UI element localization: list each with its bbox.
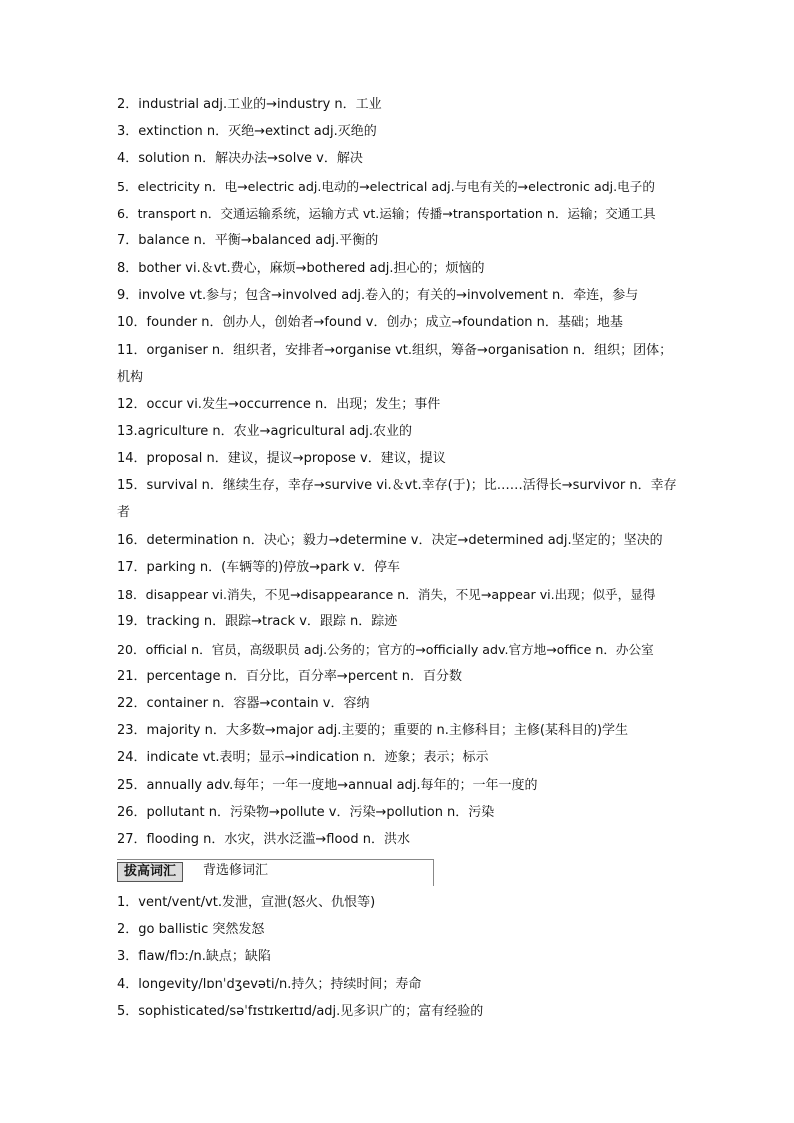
list-item: 22．container n．容器→contain v．容纳	[117, 696, 370, 711]
list-item: 1．vent/vent/vt.发泄，宣泄(怒火、仇恨等)	[117, 895, 376, 910]
list-item: 11．organiser n．组织者，安排者→organise vt.组织，筹备→organisation n．组织；团体；机构	[117, 343, 673, 385]
list-item: 4．solution n．解决办法→solve v．解决	[117, 151, 363, 166]
list-item: 25．annually adv.每年；一年一度地→annual adj.每年的；一年一度的	[117, 778, 538, 793]
section-label: 拔高词汇	[117, 862, 183, 882]
list-item: 18．disappear vi.消失，不见→disappearance n．消失，不见→appear vi.出现；似乎，显得	[117, 587, 656, 602]
list-item: 16．determination n．决心；毅力→determine v．决定→determined adj.坚定的；坚决的	[117, 533, 663, 548]
section-header	[117, 859, 434, 886]
list-item: 17．parking n．(车辆等的)停放→park v．停车	[117, 560, 401, 575]
list-item: 5．electricity n．电→electric adj.电动的→electrical adj.与电有关的→electronic adj.电子的	[117, 179, 655, 194]
section-subtitle: 背选修词汇	[203, 863, 269, 878]
list-item: 26．pollutant n．污染物→pollute v．污染→pollution n．污染	[117, 805, 495, 820]
list-item: 12．occur vi.发生→occurrence n．出现；发生；事件	[117, 397, 441, 412]
list-item: 5．sophisticated/səˈfɪstɪkeɪtɪd/adj.见多识广的；富有经验的	[117, 1004, 484, 1019]
list-item: 19．tracking n．跟踪→track v．跟踪 n．踪迹	[117, 614, 398, 629]
list-item: 2．industrial adj.工业的→industry n．工业	[117, 97, 382, 112]
list-item: 20．official n．官员，高级职员 adj.公务的；官方的→officially adv.官方地→office n．办公室	[117, 642, 654, 657]
list-item: 2．go ballistic 突然发怒	[117, 922, 265, 937]
list-item: 24．indicate vt.表明；显示→indication n．迹象；表示；标示	[117, 750, 489, 765]
list-item: 14．proposal n．建议，提议→propose v．建议，提议	[117, 451, 446, 466]
list-item: 7．balance n．平衡→balanced adj.平衡的	[117, 233, 379, 248]
list-item: 15．survival n．继续生存，幸存→survive vi.＆vt.幸存(于)；比……活得长→survivor n．幸存者	[117, 478, 677, 520]
list-item: 4．longevity/lɒnˈdʒevəti/n.持久；持续时间；寿命	[117, 977, 422, 992]
list-item: 9．involve vt.参与；包含→involved adj.卷入的；有关的→involvement n．牵连，参与	[117, 288, 639, 303]
list-item: 23．majority n．大多数→major adj.主要的；重要的 n.主修科目；主修(某科目的)学生	[117, 723, 629, 738]
list-item: 27．flooding n．水灾，洪水泛滥→flood n．洪水	[117, 832, 410, 847]
list-item: 21．percentage n．百分比，百分率→percent n．百分数	[117, 669, 462, 684]
list-item: 10．founder n．创办人，创始者→found v．创办；成立→foundation n．基础；地基	[117, 315, 623, 330]
list-item: 3．flaw/flɔː/n.缺点；缺陷	[117, 949, 271, 964]
list-item: 8．bother vi.＆vt.费心，麻烦→bothered adj.担心的；烦恼的	[117, 261, 485, 276]
list-item: 3．extinction n．灭绝→extinct adj.灭绝的	[117, 124, 377, 139]
list-item: 13.agriculture n．农业→agricultural adj.农业的	[117, 424, 413, 439]
list-item: 6．transport n．交通运输系统，运输方式 vt.运输；传播→transportation n．运输；交通工具	[117, 206, 656, 221]
